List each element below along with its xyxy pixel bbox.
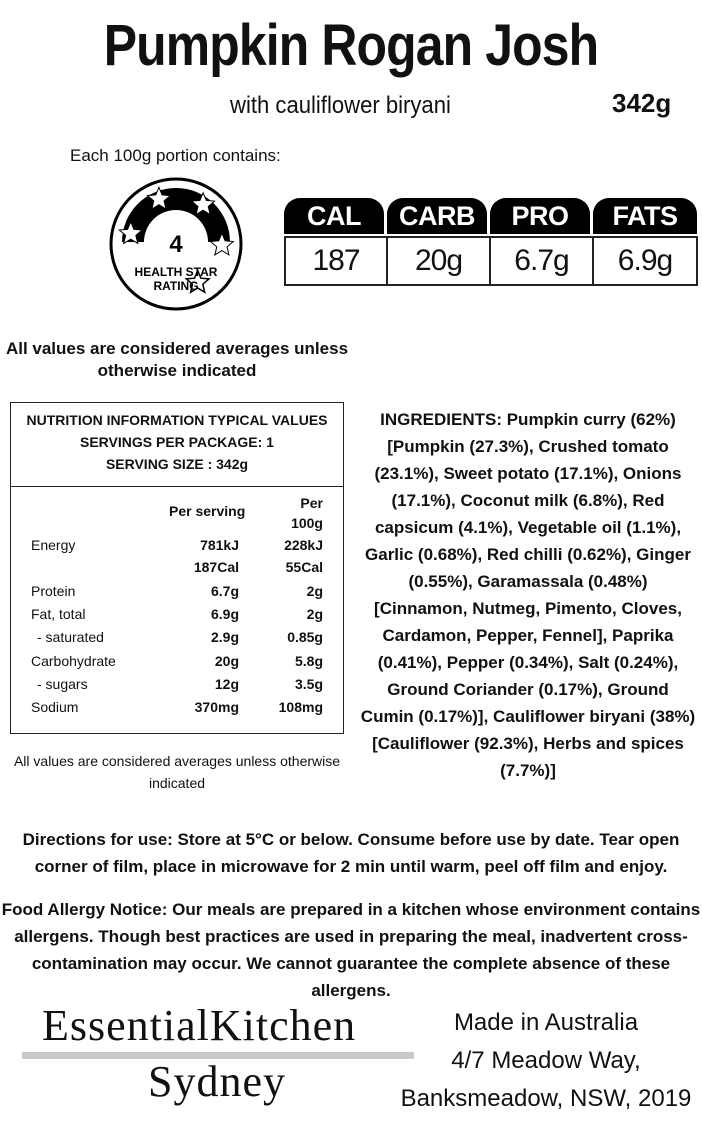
macro-label-pro: PRO [490, 198, 590, 234]
macro-value-carb: 20g [388, 238, 491, 284]
row-per-serving: 12g [214, 676, 239, 692]
col-per-100g-line1: Per [300, 495, 323, 511]
product-title: Pumpkin Rogan Josh [103, 13, 599, 78]
row-per-100g: 2g [306, 606, 323, 622]
product-subtitle: with cauliflower biryani [230, 92, 451, 119]
row-label: Fat, total [31, 606, 86, 622]
row-per-serving: 781kJ [200, 537, 239, 553]
row-per-100g: 228kJ [284, 537, 323, 553]
health-star-label-1: HEALTH STAR [134, 265, 218, 279]
macro-value-fats: 6.9g [617, 244, 673, 277]
row-label: - saturated [37, 629, 104, 645]
health-star-rating-badge [108, 176, 244, 312]
brand-city: Sydney [148, 1057, 286, 1106]
nutrition-information-panel [10, 402, 344, 734]
row-label: Sodium [31, 699, 79, 715]
row-label: Energy [31, 537, 76, 553]
row-per-serving: 6.9g [210, 606, 239, 622]
table-row [11, 653, 343, 675]
address-line-1: Made in Australia [453, 1009, 639, 1036]
row-label: Protein [31, 583, 76, 599]
table-row [11, 583, 343, 605]
brand-name: EssentialKitchen [42, 1001, 357, 1050]
health-star-value: 4 [169, 231, 183, 258]
table-row [11, 537, 343, 559]
averages-note-top: All values are considered averages unless otherwise indicated [5, 339, 349, 380]
row-label: Carbohydrate [31, 653, 116, 669]
table-row [11, 629, 343, 651]
row-per-100g: 108mg [278, 699, 323, 715]
macro-label-carb: CARB [387, 198, 487, 234]
health-star-label-2: RATING [153, 279, 199, 293]
macro-label-cal: CAL [284, 198, 384, 234]
manufacturer-address [396, 1004, 696, 1118]
macro-summary [284, 198, 698, 286]
table-row [11, 676, 343, 698]
col-per-serving: Per serving [169, 503, 246, 519]
address-line-3: Banksmeadow, NSW, 2019 [400, 1085, 692, 1112]
row-label: - sugars [37, 676, 88, 692]
table-row [11, 606, 343, 628]
nip-serving-size: SERVING SIZE : 342g [105, 456, 249, 472]
nip-servings: SERVINGS PER PACKAGE: 1 [80, 434, 274, 450]
directions-text: Directions for use: Store at 5°C or below. Consume before use by date. Tear open corner of film, place in microwave for 2 min until warm, peel off film and enjoy. [22, 830, 680, 876]
table-row [11, 699, 343, 721]
macro-value-cal: 187 [286, 238, 388, 284]
col-per-100g-line2: 100g [291, 515, 323, 531]
row-per-serving: 2.9g [210, 629, 239, 645]
row-per-100g: 55Cal [285, 559, 323, 575]
row-per-serving: 20g [214, 653, 239, 669]
row-per-100g: 2g [306, 583, 323, 599]
row-per-100g: 0.85g [287, 629, 323, 645]
allergy-notice: Food Allergy Notice: Our meals are prepared in a kitchen whose environment contains allergens. Though best practices are used in preparing the meal, inadvertent cross-contamination may occur. We cannot guarantee the complete absence of these allergens. [1, 900, 701, 1000]
address-line-2: 4/7 Meadow Way, [451, 1047, 641, 1074]
macro-value-pro: 6.7g [491, 238, 594, 284]
row-per-serving: 370mg [194, 699, 239, 715]
row-per-serving: 187Cal [193, 559, 239, 575]
brand-logo [22, 1000, 416, 1110]
row-per-100g: 3.5g [294, 676, 323, 692]
nip-heading: NUTRITION INFORMATION TYPICAL VALUES [26, 412, 328, 428]
ingredients-text: INGREDIENTS: Pumpkin curry (62%) [Pumpkin (27.3%), Crushed tomato (23.1%), Sweet potato (17.1%), Onions (17.1%), Coconut milk (6.8%), Red capsicum (4.1%), Vegetable oil (1.1%), Garlic (0.68%), Red chilli (0.62%), Ginger (0.55%), Garamassala (0.48%) [Cinnamon, Nutmeg, Pimento, Cloves, Cardamon, Pepper, Fennel], Paprika (0.41%), Pepper (0.34%), Salt (0.24%), Ground Coriander (0.17%), Ground Cumin (0.17%)], Cauliflower biryani (38%) [Cauliflower (92.3%), Herbs and spices (7.7%)] [360, 410, 696, 780]
averages-note-bottom: All values are considered averages unless otherwise indicated [13, 753, 341, 791]
row-per-serving: 6.7g [210, 583, 239, 599]
row-per-100g: 5.8g [294, 653, 323, 669]
macro-label-fats: FATS [593, 198, 697, 234]
col-per-100g [291, 493, 323, 533]
portion-text: Each 100g portion contains: [70, 146, 281, 165]
product-weight: 342g [612, 88, 672, 118]
table-row [11, 559, 343, 581]
